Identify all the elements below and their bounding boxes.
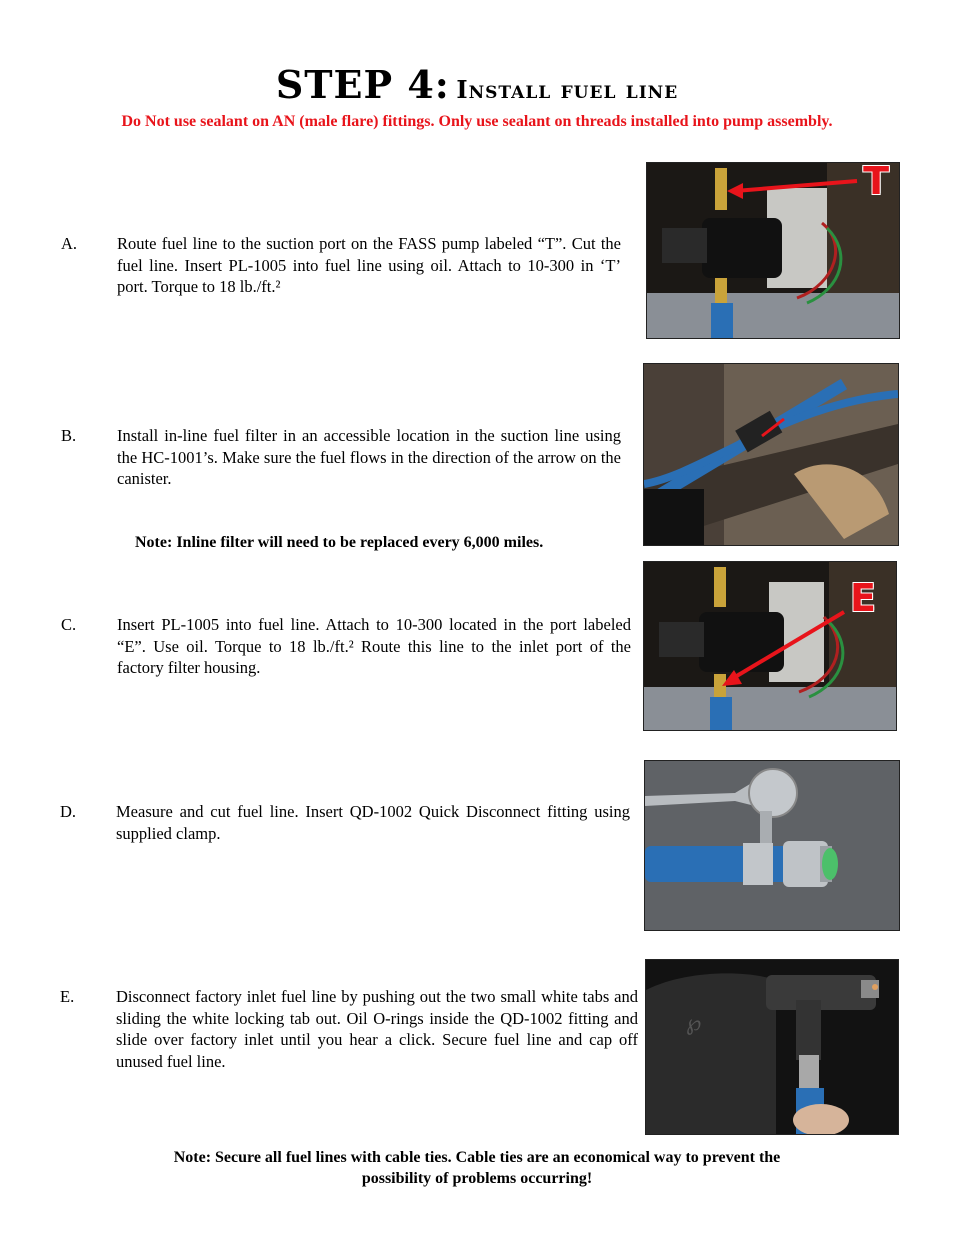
step-letter: B. — [61, 426, 77, 445]
svg-text:℘: ℘ — [686, 1011, 702, 1036]
photo-factory-inlet — [645, 959, 899, 1135]
step-text: Route fuel line to the suction port on the FASS pump labeled “T”. Cut the fuel line. Insert PL-1005 into fuel line using oil. Attach to 10-300 in ‘T’ port. Torque to 18 lb./ft.² — [117, 234, 621, 296]
title-main: STEP 4: — [275, 62, 450, 107]
sealant-warning: Do Not use sealant on AN (male flare) fittings. Only use sealant on threads installed into pump assembly. — [121, 113, 833, 130]
page-title — [0, 62, 954, 107]
step-text: Measure and cut fuel line. Insert QD-1002 Quick Disconnect fitting using supplied clamp. — [116, 802, 630, 843]
step-letter: E. — [60, 987, 75, 1006]
port-e-label: E — [850, 576, 876, 620]
filter-note: Note: Inline filter will need to be replaced every 6,000 miles. — [135, 534, 544, 551]
step-a — [61, 233, 621, 303]
title-sub: Install fuel line — [456, 75, 679, 104]
step-text: Install in-line fuel filter in an accessible location in the suction line using the HC-1001’s. Make sure the fuel flows in the direction of the arrow on the canister. — [117, 426, 621, 488]
step-letter: D. — [60, 802, 77, 821]
photo-inline-filter — [643, 363, 899, 546]
step-e — [60, 986, 640, 1082]
port-t-label: T — [863, 162, 889, 203]
step-letter: A. — [61, 234, 78, 253]
step-letter: C. — [61, 615, 77, 634]
step-text: Insert PL-1005 into fuel line. Attach to 10-300 located in the port labeled “E”. Use oil. Torque to 18 lb./ft.² Route this line to the inlet port of the factory filter housing. — [117, 615, 631, 677]
step-d — [60, 801, 630, 849]
step-c — [61, 614, 631, 684]
cable-tie-note-line2: possibility of problems occurring! — [361, 1170, 593, 1187]
photo-pump-e-port — [643, 561, 897, 731]
photo-pump-t-port — [646, 162, 900, 339]
photo-quick-disconnect — [644, 760, 900, 931]
cable-tie-note-line1: Note: Secure all fuel lines with cable ties. Cable ties are an economical way to prevent the — [173, 1149, 781, 1166]
step-text: Disconnect factory inlet fuel line by pushing out the two small white tabs and sliding the white locking tab out. Oil O-rings inside the QD-1002 fitting and slide over factory inlet until you hear a click. Secure fuel line and cap off unused fuel line. — [116, 987, 638, 1071]
cable-tie-note — [0, 1147, 954, 1189]
step-b — [61, 425, 621, 495]
